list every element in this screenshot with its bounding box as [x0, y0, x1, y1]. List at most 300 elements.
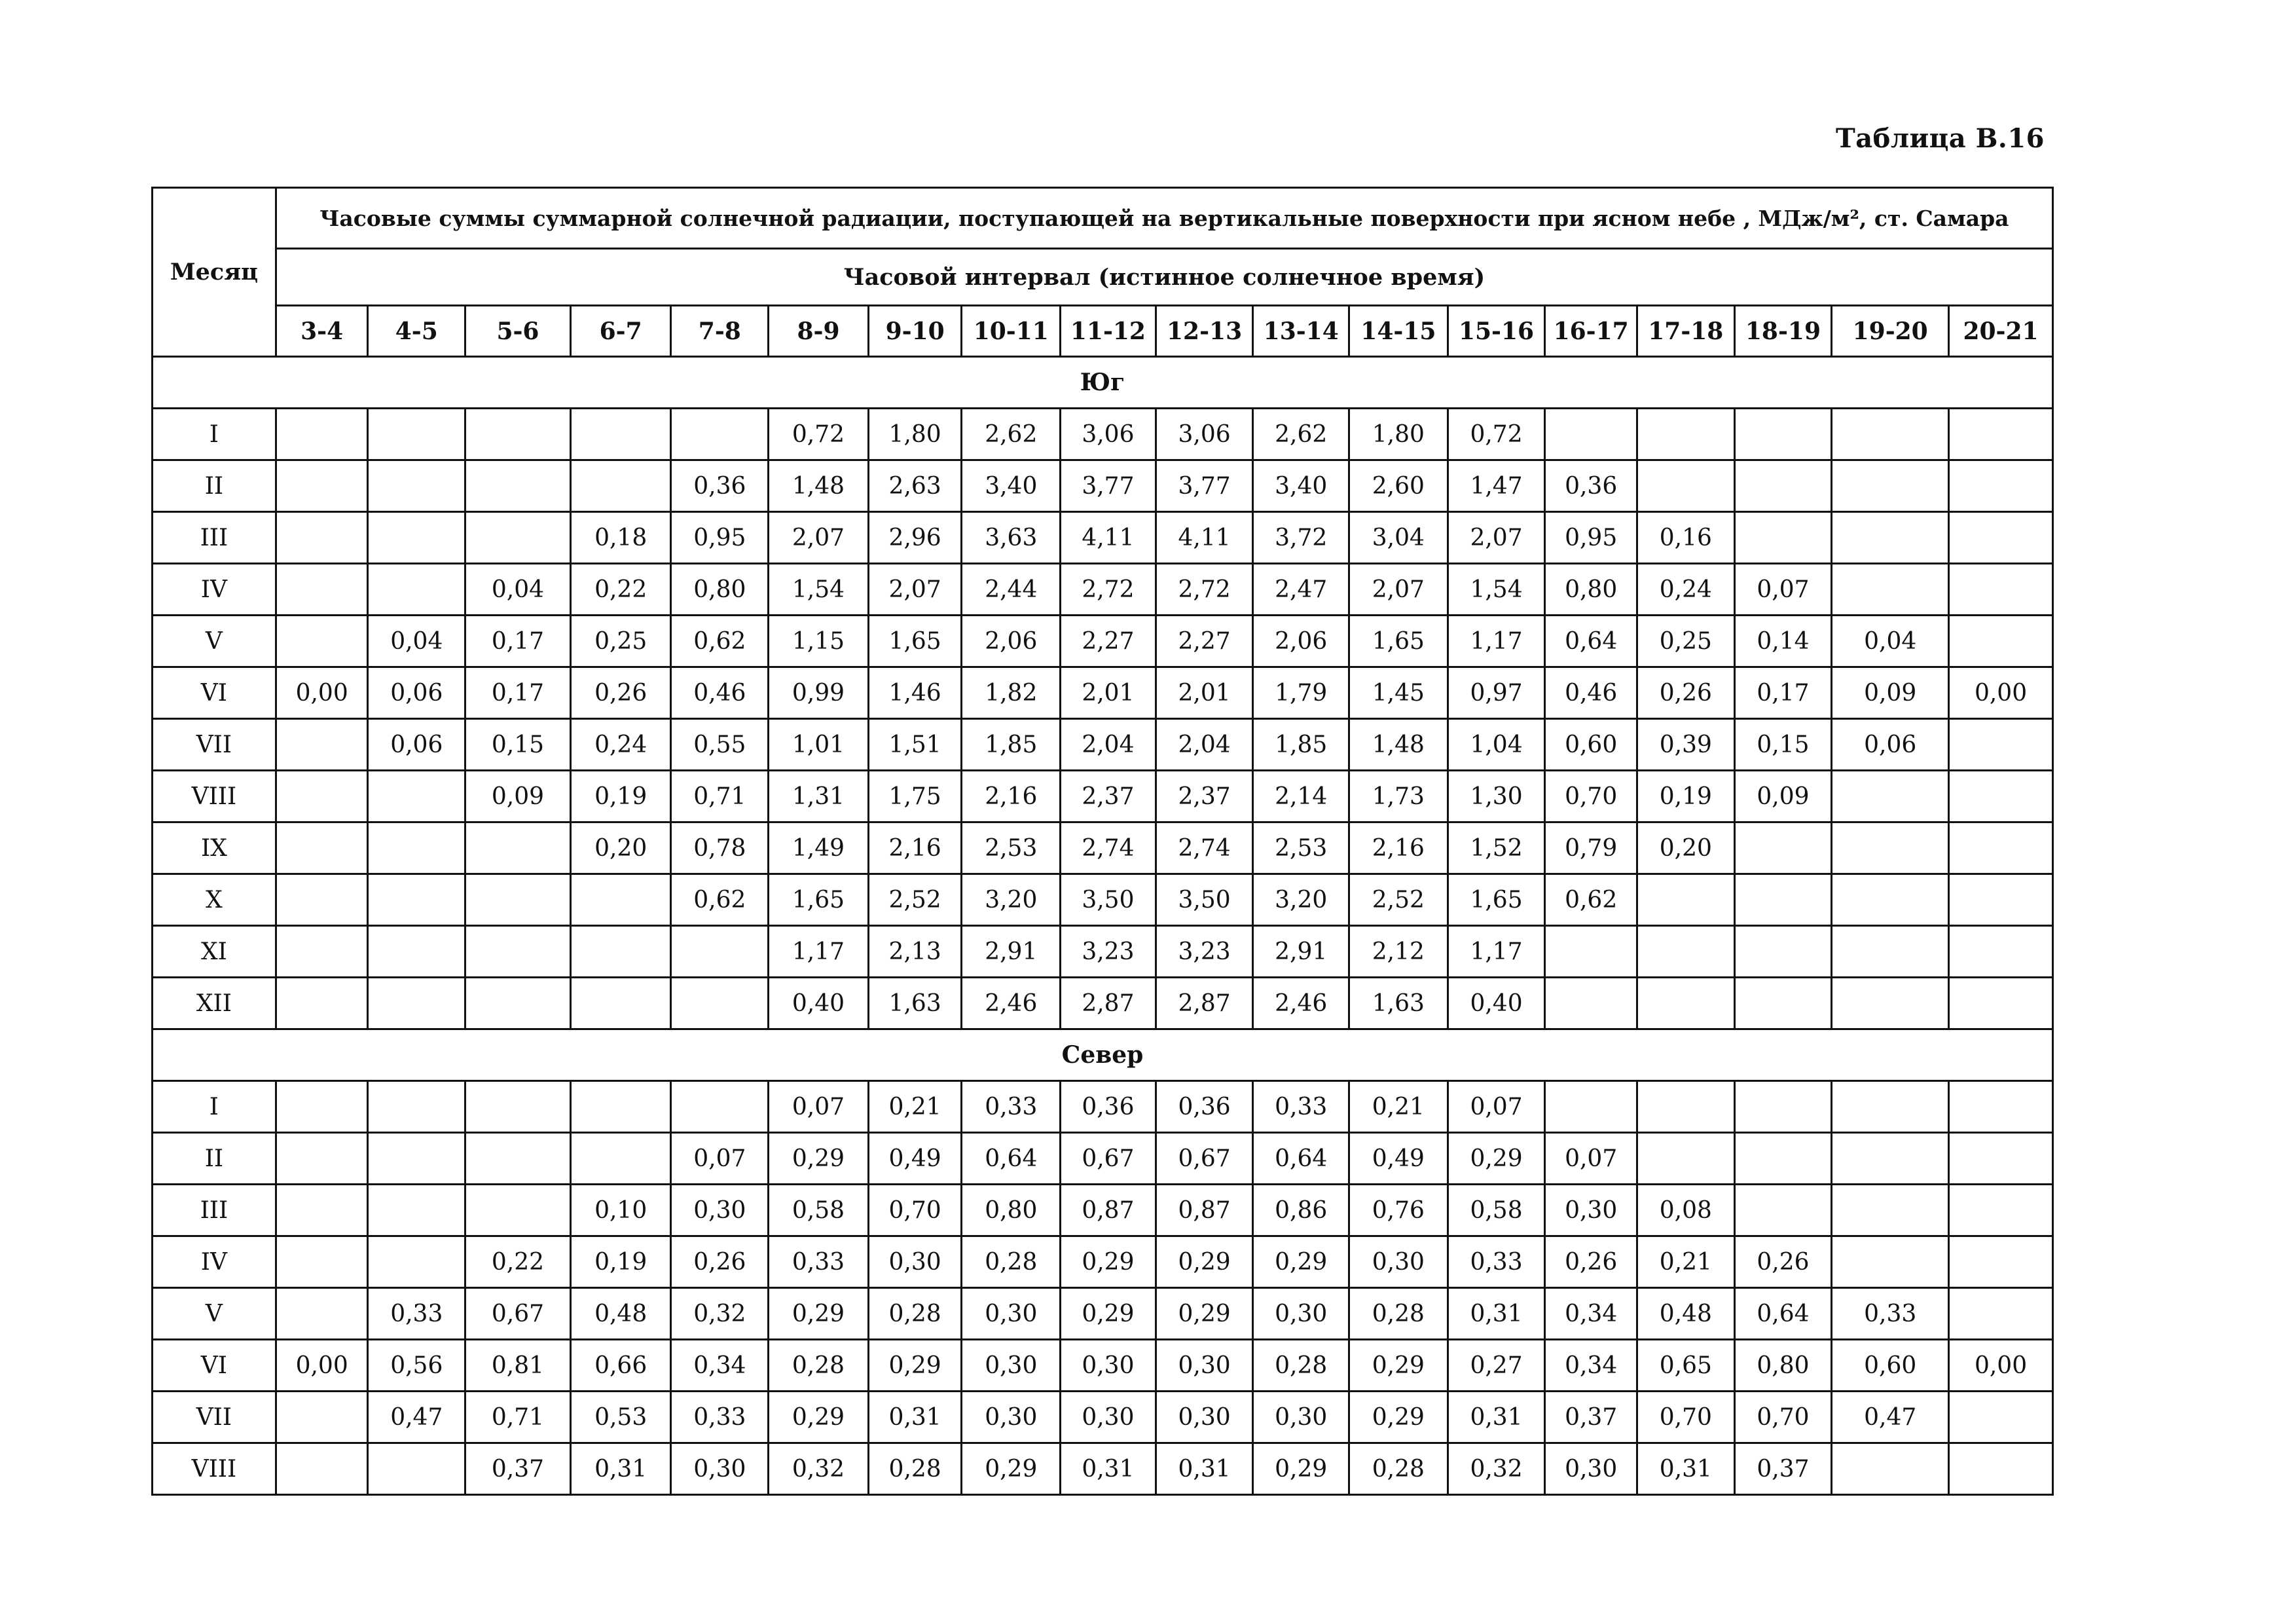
- interval-header-18-19: 18-19: [1734, 306, 1832, 357]
- value-cell: [1832, 1133, 1949, 1185]
- value-cell: 0,70: [868, 1185, 962, 1236]
- value-cell: [1637, 978, 1734, 1029]
- value-cell: 0,30: [1061, 1340, 1156, 1392]
- value-cell: 0,79: [1545, 822, 1637, 874]
- value-cell: 2,16: [868, 822, 962, 874]
- month-cell: II: [153, 460, 276, 512]
- value-cell: 0,71: [671, 771, 769, 822]
- value-cell: 0,86: [1253, 1185, 1349, 1236]
- value-cell: 0,36: [671, 460, 769, 512]
- value-cell: 0,29: [1349, 1392, 1448, 1443]
- value-cell: 3,23: [1156, 926, 1253, 978]
- value-cell: 1,45: [1349, 667, 1448, 719]
- value-cell: 0,40: [1448, 978, 1545, 1029]
- value-cell: 2,72: [1156, 564, 1253, 616]
- value-cell: 0,07: [1734, 564, 1832, 616]
- value-cell: 0,21: [1349, 1081, 1448, 1133]
- value-cell: 0,09: [465, 771, 571, 822]
- value-cell: 0,30: [1349, 1236, 1448, 1288]
- value-cell: 0,15: [465, 719, 571, 771]
- value-cell: 2,72: [1061, 564, 1156, 616]
- value-cell: [570, 1133, 671, 1185]
- value-cell: 0,32: [1448, 1443, 1545, 1495]
- value-cell: [1949, 719, 2053, 771]
- value-cell: 0,62: [671, 874, 769, 926]
- interval-header-11-12: 11-12: [1061, 306, 1156, 357]
- value-cell: 3,77: [1061, 460, 1156, 512]
- value-cell: [1832, 512, 1949, 564]
- value-cell: 0,65: [1637, 1340, 1734, 1392]
- value-cell: 0,04: [465, 564, 571, 616]
- value-cell: [1545, 409, 1637, 460]
- value-cell: 0,33: [962, 1081, 1061, 1133]
- month-cell: IV: [153, 564, 276, 616]
- value-cell: [1832, 409, 1949, 460]
- value-cell: 3,20: [1253, 874, 1349, 926]
- interval-header-14-15: 14-15: [1349, 306, 1448, 357]
- value-cell: 3,72: [1253, 512, 1349, 564]
- month-cell: III: [153, 1185, 276, 1236]
- value-cell: 0,17: [465, 616, 571, 667]
- value-cell: [368, 1443, 465, 1495]
- interval-header-13-14: 13-14: [1253, 306, 1349, 357]
- value-cell: 4,11: [1061, 512, 1156, 564]
- value-cell: [368, 771, 465, 822]
- value-cell: 0,64: [962, 1133, 1061, 1185]
- value-cell: 1,30: [1448, 771, 1545, 822]
- value-cell: [671, 1081, 769, 1133]
- value-cell: 0,19: [570, 771, 671, 822]
- table-row: [153, 512, 2053, 564]
- value-cell: 0,33: [368, 1288, 465, 1340]
- value-cell: 1,52: [1448, 822, 1545, 874]
- value-cell: 0,30: [1156, 1392, 1253, 1443]
- value-cell: 1,80: [868, 409, 962, 460]
- table-row: [153, 564, 2053, 616]
- value-cell: [276, 978, 368, 1029]
- value-cell: 1,48: [769, 460, 869, 512]
- value-cell: 0,30: [1253, 1288, 1349, 1340]
- value-cell: 0,33: [1448, 1236, 1545, 1288]
- value-cell: [368, 1133, 465, 1185]
- value-cell: 0,47: [368, 1392, 465, 1443]
- interval-header-row: [153, 306, 2053, 357]
- value-cell: [1637, 1133, 1734, 1185]
- value-cell: [465, 822, 571, 874]
- value-cell: 2,37: [1156, 771, 1253, 822]
- value-cell: [1949, 1185, 2053, 1236]
- value-cell: 3,40: [1253, 460, 1349, 512]
- value-cell: 0,30: [1545, 1443, 1637, 1495]
- value-cell: 2,44: [962, 564, 1061, 616]
- value-cell: 0,28: [1349, 1443, 1448, 1495]
- value-cell: 1,85: [962, 719, 1061, 771]
- value-cell: 0,60: [1545, 719, 1637, 771]
- value-cell: 0,37: [1545, 1392, 1637, 1443]
- value-cell: 0,81: [465, 1340, 571, 1392]
- value-cell: [368, 926, 465, 978]
- interval-group-header: Часовой интервал (истинное солнечное время): [276, 249, 2052, 306]
- month-cell: VII: [153, 1392, 276, 1443]
- value-cell: 2,91: [1253, 926, 1349, 978]
- table-row: [153, 926, 2053, 978]
- value-cell: 0,24: [1637, 564, 1734, 616]
- value-cell: 0,19: [570, 1236, 671, 1288]
- value-cell: [465, 512, 571, 564]
- value-cell: 0,87: [1156, 1185, 1253, 1236]
- value-cell: 0,30: [671, 1443, 769, 1495]
- value-cell: 0,80: [962, 1185, 1061, 1236]
- value-cell: 0,29: [962, 1443, 1061, 1495]
- value-cell: 3,77: [1156, 460, 1253, 512]
- month-cell: VI: [153, 667, 276, 719]
- value-cell: [465, 1185, 571, 1236]
- value-cell: 0,04: [1832, 616, 1949, 667]
- value-cell: 1,63: [1349, 978, 1448, 1029]
- value-cell: 2,16: [962, 771, 1061, 822]
- value-cell: [1949, 1133, 2053, 1185]
- month-column-header: Месяц: [153, 188, 276, 357]
- value-cell: 0,80: [1545, 564, 1637, 616]
- value-cell: [1545, 978, 1637, 1029]
- value-cell: [368, 564, 465, 616]
- value-cell: 0,26: [1545, 1236, 1637, 1288]
- value-cell: 0,67: [465, 1288, 571, 1340]
- value-cell: [1832, 1081, 1949, 1133]
- value-cell: 1,31: [769, 771, 869, 822]
- value-cell: 0,29: [769, 1392, 869, 1443]
- table-title: Часовые суммы суммарной солнечной радиации, поступающей на вертикальные поверхности при ясном небе , МДж/м², ст. Самара: [276, 188, 2052, 249]
- value-cell: 1,17: [1448, 616, 1545, 667]
- value-cell: 0,66: [570, 1340, 671, 1392]
- value-cell: [368, 460, 465, 512]
- month-cell: V: [153, 616, 276, 667]
- table-row: [153, 667, 2053, 719]
- value-cell: 2,13: [868, 926, 962, 978]
- interval-header-4-5: 4-5: [368, 306, 465, 357]
- value-cell: 2,74: [1156, 822, 1253, 874]
- value-cell: 4,11: [1156, 512, 1253, 564]
- value-cell: 2,04: [1156, 719, 1253, 771]
- value-cell: 2,27: [1061, 616, 1156, 667]
- value-cell: [1949, 978, 2053, 1029]
- value-cell: 2,62: [1253, 409, 1349, 460]
- value-cell: 0,22: [570, 564, 671, 616]
- section-row: [153, 1029, 2053, 1081]
- value-cell: [276, 1392, 368, 1443]
- value-cell: [1734, 1133, 1832, 1185]
- value-cell: [276, 1185, 368, 1236]
- value-cell: 0,33: [1253, 1081, 1349, 1133]
- month-cell: VI: [153, 1340, 276, 1392]
- value-cell: 0,29: [1253, 1236, 1349, 1288]
- value-cell: 0,28: [868, 1443, 962, 1495]
- value-cell: 0,07: [769, 1081, 869, 1133]
- value-cell: 0,22: [465, 1236, 571, 1288]
- value-cell: [465, 1133, 571, 1185]
- value-cell: [1734, 978, 1832, 1029]
- value-cell: 0,29: [1156, 1288, 1253, 1340]
- value-cell: [1734, 1185, 1832, 1236]
- value-cell: 0,00: [1949, 667, 2053, 719]
- value-cell: [1637, 460, 1734, 512]
- value-cell: 1,73: [1349, 771, 1448, 822]
- value-cell: [368, 512, 465, 564]
- value-cell: 3,06: [1061, 409, 1156, 460]
- value-cell: 0,72: [769, 409, 869, 460]
- value-cell: 0,29: [769, 1288, 869, 1340]
- value-cell: 0,29: [1156, 1236, 1253, 1288]
- value-cell: [276, 460, 368, 512]
- value-cell: [465, 409, 571, 460]
- value-cell: 0,37: [1734, 1443, 1832, 1495]
- value-cell: [1734, 512, 1832, 564]
- value-cell: [465, 1081, 571, 1133]
- month-cell: II: [153, 1133, 276, 1185]
- value-cell: 0,30: [868, 1236, 962, 1288]
- value-cell: [368, 1236, 465, 1288]
- value-cell: 0,07: [1545, 1133, 1637, 1185]
- value-cell: 0,00: [276, 1340, 368, 1392]
- value-cell: [1949, 1288, 2053, 1340]
- month-cell: X: [153, 874, 276, 926]
- value-cell: 0,64: [1253, 1133, 1349, 1185]
- value-cell: [465, 460, 571, 512]
- value-cell: [570, 1081, 671, 1133]
- value-cell: 0,18: [570, 512, 671, 564]
- value-cell: 0,06: [1832, 719, 1949, 771]
- value-cell: [1734, 409, 1832, 460]
- value-cell: [276, 564, 368, 616]
- value-cell: 0,08: [1637, 1185, 1734, 1236]
- value-cell: 0,67: [1156, 1133, 1253, 1185]
- value-cell: 2,07: [769, 512, 869, 564]
- value-cell: 0,71: [465, 1392, 571, 1443]
- value-cell: [1832, 874, 1949, 926]
- value-cell: [570, 978, 671, 1029]
- value-cell: 0,30: [671, 1185, 769, 1236]
- value-cell: [1949, 564, 2053, 616]
- value-cell: 2,46: [1253, 978, 1349, 1029]
- value-cell: 0,55: [671, 719, 769, 771]
- interval-header-10-11: 10-11: [962, 306, 1061, 357]
- value-cell: 0,07: [1448, 1081, 1545, 1133]
- interval-header-8-9: 8-9: [769, 306, 869, 357]
- value-cell: [1734, 822, 1832, 874]
- value-cell: 0,70: [1545, 771, 1637, 822]
- section-title: Юг: [153, 357, 2053, 409]
- value-cell: 0,29: [1061, 1236, 1156, 1288]
- value-cell: 1,65: [1448, 874, 1545, 926]
- value-cell: [276, 1443, 368, 1495]
- value-cell: 0,46: [671, 667, 769, 719]
- value-cell: 0,31: [1156, 1443, 1253, 1495]
- table-row: [153, 1288, 2053, 1340]
- value-cell: 2,07: [1448, 512, 1545, 564]
- table-row: [153, 1443, 2053, 1495]
- value-cell: 0,16: [1637, 512, 1734, 564]
- value-cell: 2,14: [1253, 771, 1349, 822]
- value-cell: 1,63: [868, 978, 962, 1029]
- value-cell: 2,52: [1349, 874, 1448, 926]
- value-cell: [276, 1288, 368, 1340]
- value-cell: [1832, 926, 1949, 978]
- month-cell: V: [153, 1288, 276, 1340]
- value-cell: 3,50: [1156, 874, 1253, 926]
- value-cell: [276, 1081, 368, 1133]
- value-cell: 2,16: [1349, 822, 1448, 874]
- value-cell: [1949, 460, 2053, 512]
- value-cell: 0,34: [671, 1340, 769, 1392]
- value-cell: [1832, 564, 1949, 616]
- value-cell: 0,80: [671, 564, 769, 616]
- month-cell: I: [153, 1081, 276, 1133]
- value-cell: 0,70: [1734, 1392, 1832, 1443]
- value-cell: [671, 926, 769, 978]
- value-cell: [1949, 409, 2053, 460]
- value-cell: [368, 409, 465, 460]
- value-cell: 0,64: [1734, 1288, 1832, 1340]
- month-cell: VII: [153, 719, 276, 771]
- value-cell: 2,27: [1156, 616, 1253, 667]
- table-body: [153, 357, 2053, 1495]
- value-cell: 1,01: [769, 719, 869, 771]
- value-cell: 3,40: [962, 460, 1061, 512]
- month-cell: XII: [153, 978, 276, 1029]
- value-cell: 1,85: [1253, 719, 1349, 771]
- value-cell: 0,60: [1832, 1340, 1949, 1392]
- value-cell: 1,80: [1349, 409, 1448, 460]
- value-cell: 0,09: [1734, 771, 1832, 822]
- value-cell: 1,04: [1448, 719, 1545, 771]
- value-cell: 0,28: [1253, 1340, 1349, 1392]
- value-cell: 3,20: [962, 874, 1061, 926]
- solar-radiation-table: [151, 187, 2054, 1496]
- value-cell: [1949, 1081, 2053, 1133]
- value-cell: 0,29: [1253, 1443, 1349, 1495]
- value-cell: 0,29: [769, 1133, 869, 1185]
- value-cell: 0,31: [1448, 1288, 1545, 1340]
- interval-header-17-18: 17-18: [1637, 306, 1734, 357]
- value-cell: 0,97: [1448, 667, 1545, 719]
- value-cell: [1949, 1443, 2053, 1495]
- section-title: Север: [153, 1029, 2053, 1081]
- value-cell: [1734, 926, 1832, 978]
- month-cell: XI: [153, 926, 276, 978]
- value-cell: [570, 874, 671, 926]
- value-cell: 0,21: [1637, 1236, 1734, 1288]
- table-row: [153, 1081, 2053, 1133]
- value-cell: 0,26: [671, 1236, 769, 1288]
- value-cell: 1,46: [868, 667, 962, 719]
- value-cell: 0,34: [1545, 1288, 1637, 1340]
- value-cell: 1,15: [769, 616, 869, 667]
- value-cell: 0,29: [1061, 1288, 1156, 1340]
- value-cell: 0,30: [962, 1340, 1061, 1392]
- value-cell: 0,70: [1637, 1392, 1734, 1443]
- value-cell: 1,79: [1253, 667, 1349, 719]
- value-cell: 0,53: [570, 1392, 671, 1443]
- value-cell: 0,27: [1448, 1340, 1545, 1392]
- value-cell: [1949, 771, 2053, 822]
- value-cell: 1,54: [1448, 564, 1545, 616]
- table-row: [153, 1392, 2053, 1443]
- value-cell: 0,17: [1734, 667, 1832, 719]
- interval-header-3-4: 3-4: [276, 306, 368, 357]
- value-cell: 0,30: [962, 1288, 1061, 1340]
- value-cell: 2,47: [1253, 564, 1349, 616]
- value-cell: [276, 616, 368, 667]
- value-cell: 0,30: [962, 1392, 1061, 1443]
- value-cell: 0,31: [1448, 1392, 1545, 1443]
- table-row: [153, 1236, 2053, 1288]
- value-cell: [1734, 1081, 1832, 1133]
- value-cell: 0,72: [1448, 409, 1545, 460]
- value-cell: 0,06: [368, 719, 465, 771]
- value-cell: [276, 1133, 368, 1185]
- month-cell: IX: [153, 822, 276, 874]
- table-row: [153, 978, 2053, 1029]
- value-cell: 2,74: [1061, 822, 1156, 874]
- value-cell: 2,53: [1253, 822, 1349, 874]
- month-cell: VIII: [153, 1443, 276, 1495]
- value-cell: 2,96: [868, 512, 962, 564]
- value-cell: 0,76: [1349, 1185, 1448, 1236]
- value-cell: 0,80: [1734, 1340, 1832, 1392]
- value-cell: [1832, 460, 1949, 512]
- value-cell: 0,99: [769, 667, 869, 719]
- value-cell: 2,62: [962, 409, 1061, 460]
- value-cell: 0,00: [276, 667, 368, 719]
- value-cell: 2,53: [962, 822, 1061, 874]
- value-cell: 1,48: [1349, 719, 1448, 771]
- value-cell: [570, 460, 671, 512]
- value-cell: 0,26: [1734, 1236, 1832, 1288]
- value-cell: 0,00: [1949, 1340, 2053, 1392]
- value-cell: 0,30: [1156, 1340, 1253, 1392]
- value-cell: [1734, 460, 1832, 512]
- value-cell: 0,25: [1637, 616, 1734, 667]
- value-cell: 0,26: [570, 667, 671, 719]
- value-cell: 0,49: [868, 1133, 962, 1185]
- value-cell: 0,31: [868, 1392, 962, 1443]
- value-cell: 3,63: [962, 512, 1061, 564]
- value-cell: 0,58: [769, 1185, 869, 1236]
- value-cell: [368, 822, 465, 874]
- value-cell: 0,33: [769, 1236, 869, 1288]
- value-cell: 0,19: [1637, 771, 1734, 822]
- value-cell: 0,87: [1061, 1185, 1156, 1236]
- value-cell: 1,65: [1349, 616, 1448, 667]
- table-row: [153, 409, 2053, 460]
- value-cell: 2,04: [1061, 719, 1156, 771]
- value-cell: 3,50: [1061, 874, 1156, 926]
- table-row: [153, 771, 2053, 822]
- value-cell: 3,04: [1349, 512, 1448, 564]
- value-cell: [465, 926, 571, 978]
- value-cell: 0,26: [1637, 667, 1734, 719]
- value-cell: 0,36: [1545, 460, 1637, 512]
- value-cell: 2,06: [1253, 616, 1349, 667]
- value-cell: 0,06: [368, 667, 465, 719]
- value-cell: 0,37: [465, 1443, 571, 1495]
- value-cell: 2,07: [868, 564, 962, 616]
- value-cell: 2,87: [1061, 978, 1156, 1029]
- value-cell: 0,30: [1545, 1185, 1637, 1236]
- interval-header-7-8: 7-8: [671, 306, 769, 357]
- value-cell: 0,48: [570, 1288, 671, 1340]
- value-cell: [368, 978, 465, 1029]
